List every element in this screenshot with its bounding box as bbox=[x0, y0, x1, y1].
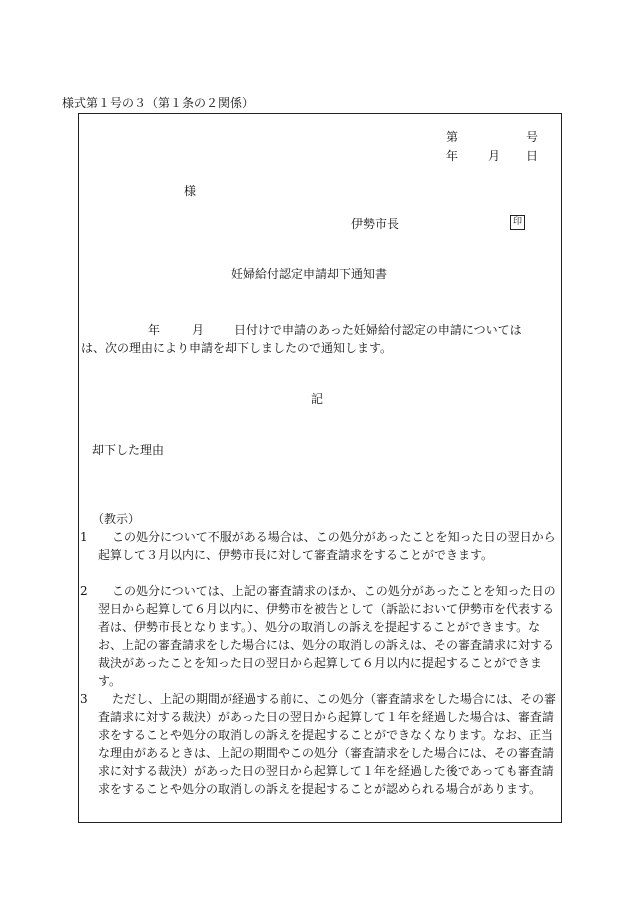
addressee-suffix: 様 bbox=[184, 184, 197, 198]
note-number: 3 bbox=[80, 692, 88, 706]
body-line2: は、次の理由により申請を却下しましたので通知します。 bbox=[81, 341, 393, 355]
note-number: 1 bbox=[80, 530, 88, 544]
note-text: この処分について不服がある場合は、この処分があったことを知った日の翌日から起算して３月以内に、伊勢市長に対して審査請求をすることができます。 bbox=[98, 530, 556, 562]
note-item-2 bbox=[80, 582, 558, 690]
note-item-1 bbox=[80, 528, 558, 564]
note-item-3 bbox=[80, 690, 558, 798]
issuer-name: 伊勢市長 bbox=[351, 217, 400, 231]
ki-label: 記 bbox=[311, 392, 324, 406]
note-text: ただし、上記の期間が経過する前に、この処分（審査請求をした場合には、その審査請求に対する裁決）があった日の翌日から起算して１年を経過した場合は、審査請求をすることや処分の取消しの訴えを提起することができなくなります。なお、正当な理由があるときは、上記の期間やこの処分（審査請求をした場合には、その審査請求に対する裁決）があった日の翌日から起算して１年を経過した後であっても審査請求をすることや処分の取消しの訴えを提起することが認められる場合があります。 bbox=[98, 692, 557, 796]
rejection-reason-label: 却下した理由 bbox=[92, 443, 165, 457]
notes-heading: （教示） bbox=[92, 512, 141, 526]
date-month: 月 bbox=[488, 149, 501, 163]
note-number: 2 bbox=[80, 584, 88, 598]
number-suffix: 号 bbox=[526, 130, 539, 144]
note-text: この処分については、上記の審査請求のほか、この処分があったことを知った日の翌日から起算して６月以内に、伊勢市を被告として（訴訟において伊勢市を代表する者は、伊勢市長となります。）、処分の取消しの訴えを提起することができます。なお、上記の審査請求をした場合には、処分の取消しの訴えは、その審査請求に対する裁決があったことを知った日の翌日から起算して６月以内に提起することができます。 bbox=[98, 584, 556, 688]
document-title: 妊婦給付認定申請却下通知書 bbox=[231, 267, 388, 281]
body-year: 年 bbox=[148, 323, 161, 337]
body-month: 月 bbox=[192, 323, 205, 337]
seal-mark-icon: 印 bbox=[510, 215, 525, 230]
body-line1: 日付けで申請のあった妊婦給付認定の申請については bbox=[234, 323, 522, 337]
date-year: 年 bbox=[446, 149, 459, 163]
form-number-title: 様式第１号の３（第１条の２関係） bbox=[62, 96, 255, 110]
date-day: 日 bbox=[526, 149, 539, 163]
number-prefix: 第 bbox=[446, 130, 459, 144]
